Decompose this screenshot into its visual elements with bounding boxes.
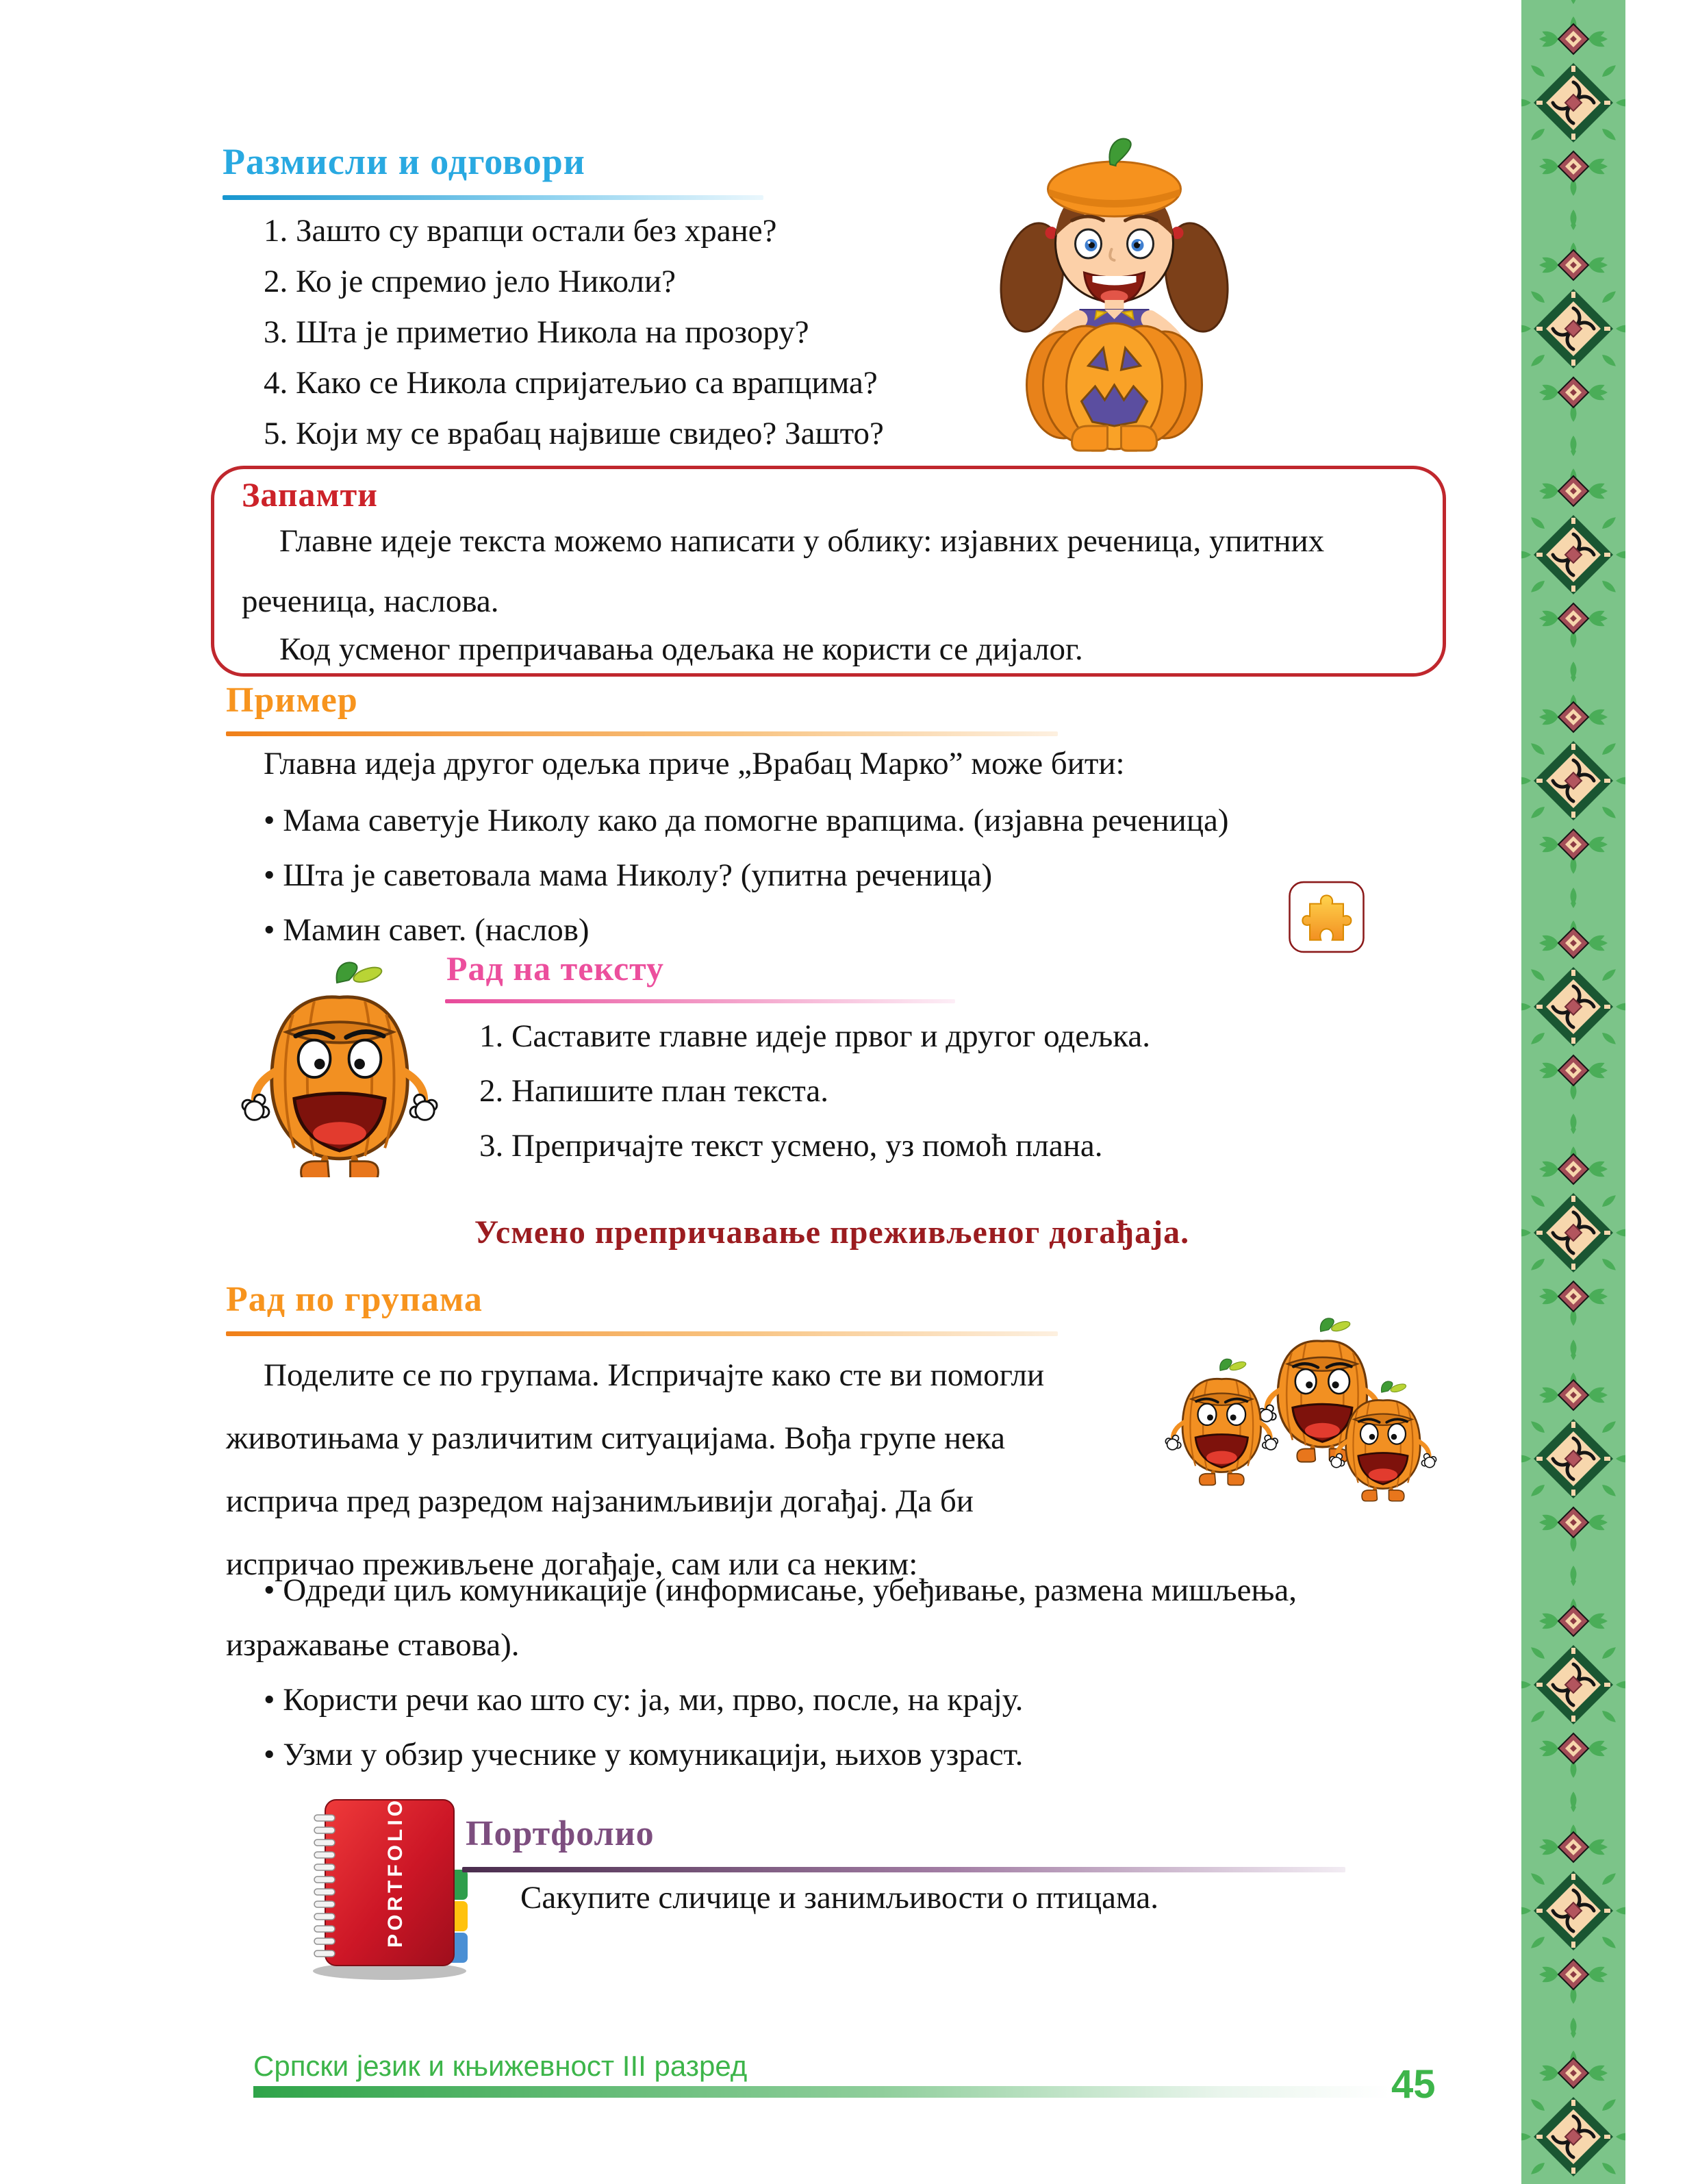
section-title-example: Пример: [226, 681, 358, 720]
section-title-group-work: Рад по групама: [226, 1280, 483, 1319]
text-work-item: 1. Саставите главне идеје првог и другог одељка.: [479, 1018, 1151, 1054]
example-bullet: • Мамин савет. (наслов): [264, 912, 590, 948]
question-list: [264, 205, 884, 459]
portfolio-text: Сакупите сличице и занимљивости о птицама.: [520, 1880, 1159, 1916]
title-underline-purple: [462, 1867, 1345, 1872]
three-pumpkins-illustration: [1156, 1315, 1464, 1520]
paragraph-line: испричао преживљене догађаје, сам или са неким:: [226, 1546, 918, 1582]
remember-box: [211, 466, 1446, 677]
remember-line: реченица, наслова.: [242, 583, 499, 619]
title-underline-blue: [223, 195, 763, 200]
group-work-paragraph: [226, 1344, 1044, 1596]
folk-border-strip: [1521, 0, 1625, 2184]
puzzle-piece-icon: [1287, 880, 1366, 954]
example-bullet-list: [264, 793, 1229, 957]
example-bullet: • Шта је саветовала мама Николу? (упитна реченица): [264, 857, 993, 893]
pumpkin-character-illustration: [240, 957, 440, 1177]
section-title-portfolio: Портфолио: [466, 1814, 655, 1853]
text-work-item: 2. Напишите план текста.: [479, 1073, 829, 1109]
page-number: 45: [1391, 2062, 1436, 2107]
remember-box-title: Запамти: [242, 475, 378, 514]
oral-retelling-heading: Усмено препричавање преживљеног догађаја.: [474, 1214, 1190, 1251]
footer-bar: [253, 2086, 1390, 2098]
title-underline-orange: [226, 1331, 1058, 1336]
question-item: 2. Ко је спремио јело Николи?: [264, 264, 676, 299]
paragraph-line: исприча пред разредом најзанимљивији догађај. Да би: [226, 1483, 974, 1519]
group-bullet-continuation: изражавање ставова).: [226, 1627, 520, 1663]
title-underline-orange: [226, 731, 1058, 736]
question-item: 1. Зашто су врапци остали без хране?: [264, 213, 777, 249]
pumpkin-cap: [1048, 139, 1181, 217]
group-bullet: • Узми у обзир учеснике у комуникацији, њихов узраст.: [264, 1737, 1024, 1772]
group-bullet: • Користи речи као што су: ја, ми, прво, после, на крају.: [264, 1682, 1024, 1718]
girl-pumpkin-costume-illustration: [979, 130, 1250, 452]
notebook-label: PORTFOLIO: [384, 1797, 407, 1948]
example-intro: Главна идеја другог одељка приче „Врабац Марко” може бити:: [264, 746, 1125, 781]
text-work-list: [479, 1009, 1150, 1173]
question-item: 4. Како се Никола спријатељио са врапцима?: [264, 365, 878, 401]
question-item: 5. Који му се врабац највише свидео? Зашто?: [264, 416, 884, 451]
footer-course-title: Српски језик и књижевност III разред: [253, 2050, 748, 2082]
paragraph-line: Поделите се по групама. Испричајте како сте ви помогли: [264, 1357, 1045, 1393]
example-bullet: • Мама саветује Николу како да помогне врапцима. (изјавна реченица): [264, 803, 1229, 838]
remember-line: Главне идеје текста можемо написати у облику: изјавних реченица, упитних: [279, 523, 1325, 559]
text-work-item: 3. Препричајте текст усмено, уз помоћ плана.: [479, 1128, 1103, 1164]
section-title-think-answer: Размисли и одговори: [223, 141, 585, 182]
group-work-bullets: [226, 1563, 1297, 1782]
title-underline-pink: [445, 999, 955, 1003]
group-bullet: • Одреди циљ комуникације (информисање, убеђивање, размена мишљења,: [264, 1572, 1297, 1608]
question-item: 3. Шта је приметио Никола на прозору?: [264, 314, 809, 350]
pumpkin-body: [1027, 323, 1202, 449]
remember-line: Код усменог препричавања одељака не користи се дијалог.: [279, 631, 1083, 667]
section-title-text-work: Рад на тексту: [446, 949, 665, 988]
paragraph-line: животињама у различитим ситуацијама. Вођа групе нека: [226, 1420, 1005, 1456]
portfolio-notebook-illustration: [300, 1789, 486, 1984]
